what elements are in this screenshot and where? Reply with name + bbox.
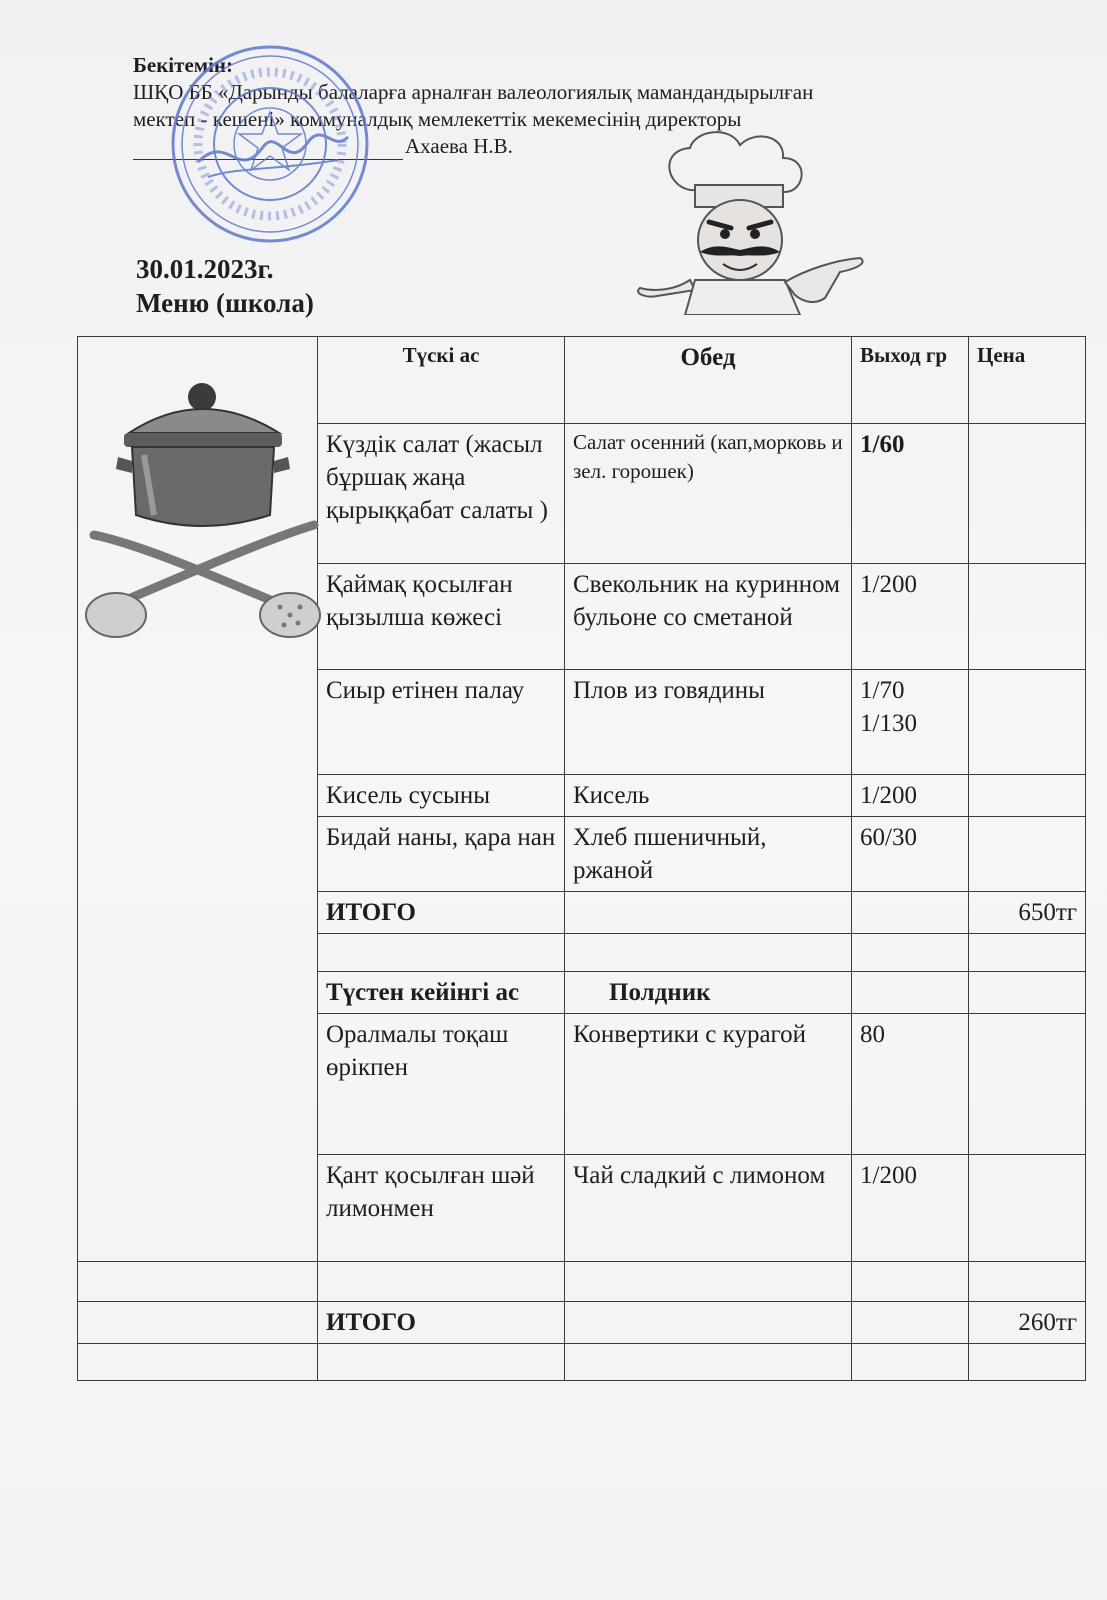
dish-kz: Қаймақ қосылған қызылша көжесі xyxy=(318,564,565,670)
lunch-total-price: 650тг xyxy=(969,892,1086,934)
dish-yield: 1/200 xyxy=(852,564,969,670)
spacer-row xyxy=(78,1344,1086,1381)
snack-yield: 1/200 xyxy=(852,1155,969,1262)
snack-kz: Қант қосылған шәй лимонмен xyxy=(318,1155,565,1262)
empty-cell xyxy=(852,1344,969,1381)
dish-kz: Күздік салат (жасыл бұршақ жаңа қырыққабат салаты ) xyxy=(318,424,565,564)
lunch-total-label: ИТОГО xyxy=(318,892,565,934)
dish-price xyxy=(969,670,1086,775)
snack-price xyxy=(969,1155,1086,1262)
dish-kz: Кисель сусыны xyxy=(318,775,565,817)
snack-kz: Оралмалы тоқаш өрікпен xyxy=(318,1014,565,1155)
empty-cell xyxy=(852,892,969,934)
menu-date: 30.01.2023г. xyxy=(136,254,274,284)
dish-ru: Хлеб пшеничный, ржаной xyxy=(565,817,852,892)
dish-kz: Сиыр етінен палау xyxy=(318,670,565,775)
dish-yield: 1/200 xyxy=(852,775,969,817)
empty-cell xyxy=(969,1344,1086,1381)
dish-price xyxy=(969,564,1086,670)
empty-cell xyxy=(565,1262,852,1302)
director-name: Ахаева Н.В. xyxy=(405,134,513,158)
snack-total-label: ИТОГО xyxy=(318,1302,565,1344)
empty-cell xyxy=(852,1302,969,1344)
pot-illustration-cell xyxy=(78,337,318,1262)
empty-cell xyxy=(78,1344,318,1381)
approve-org-line-2: мектеп - кешені» коммуналдық мемлекеттік мекемесінің директоры xyxy=(133,107,742,131)
menu-header xyxy=(136,252,314,320)
snack-total-row xyxy=(78,1302,1086,1344)
empty-cell xyxy=(852,1262,969,1302)
chef-mascot-icon xyxy=(635,130,870,315)
empty-cell xyxy=(969,972,1086,1014)
snack-ru: Чай сладкий с лимоном xyxy=(565,1155,852,1262)
empty-cell xyxy=(565,934,852,972)
col-header-price: Цена xyxy=(969,337,1086,424)
dish-price xyxy=(969,817,1086,892)
snack-price xyxy=(969,1014,1086,1155)
approve-org-line-1: ШҚО ББ «Дарынды балаларға арналған валеологиялық мамандандырылған xyxy=(133,80,814,104)
dish-price xyxy=(969,424,1086,564)
snack-yield: 80 xyxy=(852,1014,969,1155)
empty-cell xyxy=(318,1344,565,1381)
col-header-kz: Түскі ас xyxy=(318,337,565,424)
menu-table xyxy=(77,336,1086,1381)
empty-cell xyxy=(969,1262,1086,1302)
col-header-yield: Выход гр xyxy=(852,337,969,424)
empty-cell xyxy=(565,1302,852,1344)
empty-cell xyxy=(565,892,852,934)
empty-cell xyxy=(969,934,1086,972)
dish-yield: 60/30 xyxy=(852,817,969,892)
dish-ru: Кисель xyxy=(565,775,852,817)
dish-kz: Бидай наны, қара нан xyxy=(318,817,565,892)
dish-ru: Салат осенний (кап,морковь и зел. горошек) xyxy=(565,424,852,564)
approve-title: Бекітемін: xyxy=(133,53,234,77)
snack-header-kz: Түстен кейінгі ас xyxy=(318,972,565,1014)
snack-total-price: 260тг xyxy=(969,1302,1086,1344)
lunch-header-row xyxy=(78,337,1086,424)
empty-cell xyxy=(565,1344,852,1381)
cooking-pot-icon xyxy=(84,375,324,645)
official-stamp xyxy=(168,42,373,247)
menu-title: Меню (школа) xyxy=(136,288,314,318)
snack-header-ru: Полдник xyxy=(565,972,852,1014)
snack-ru: Конвертики с курагой xyxy=(565,1014,852,1155)
empty-cell xyxy=(852,972,969,1014)
dish-ru: Свекольник на куринном бульоне со сметаной xyxy=(565,564,852,670)
empty-cell xyxy=(78,1302,318,1344)
empty-cell xyxy=(78,1262,318,1302)
col-header-ru: Обед xyxy=(565,337,852,424)
spacer-row xyxy=(78,1262,1086,1302)
dish-ru: Плов из говядины xyxy=(565,670,852,775)
dish-yield: 1/70 1/130 xyxy=(852,670,969,775)
dish-yield: 1/60 xyxy=(852,424,969,564)
empty-cell xyxy=(852,934,969,972)
empty-cell xyxy=(318,1262,565,1302)
dish-price xyxy=(969,775,1086,817)
empty-cell xyxy=(318,934,565,972)
